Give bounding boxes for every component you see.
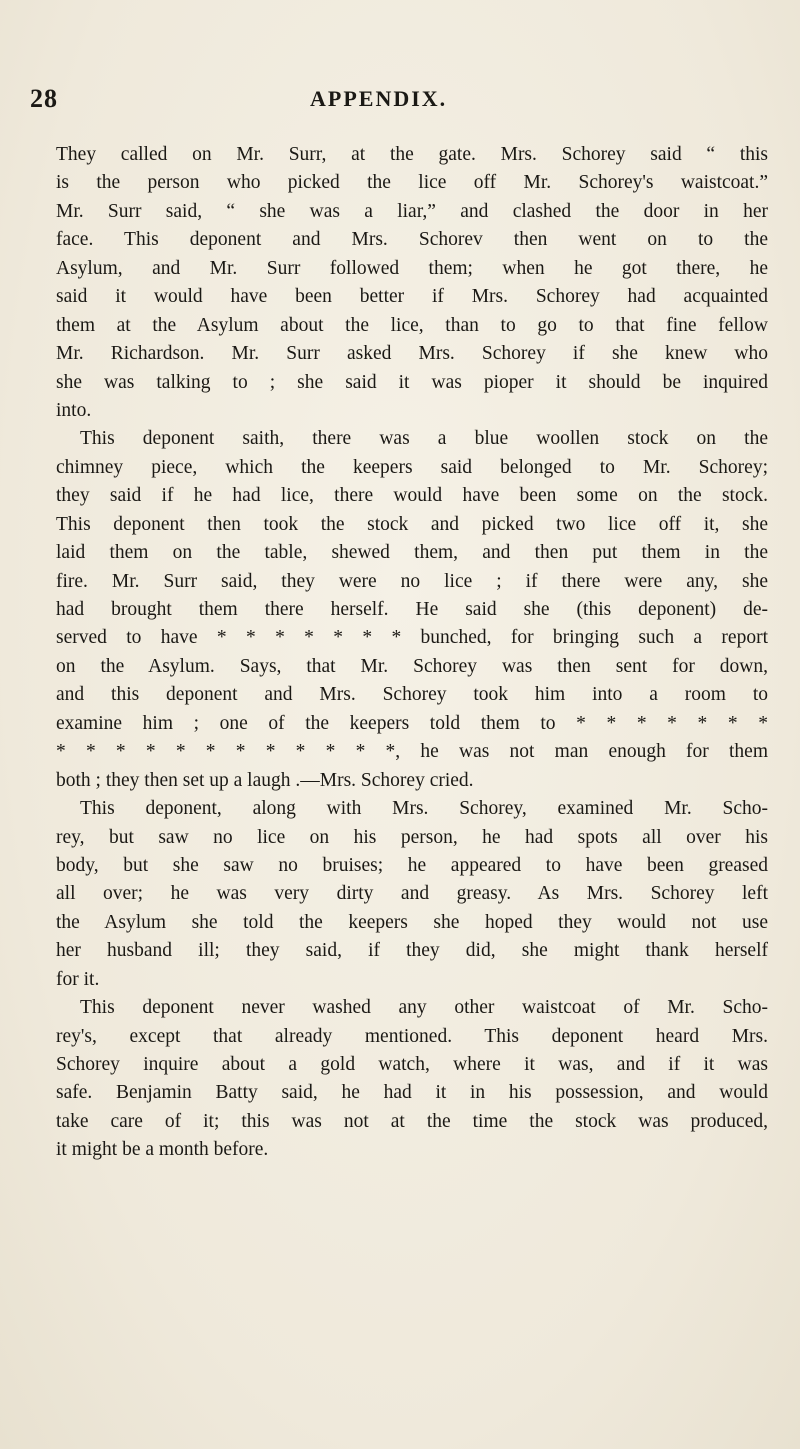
text-line: This deponent never washed any other waistcoat of Mr. Scho-: [80, 997, 768, 1019]
page-header: [30, 84, 650, 114]
text-line: laid them on the table, shewed them, and then put them in the: [56, 542, 768, 564]
text-line: rey, but saw no lice on his person, he had spots all over his: [56, 826, 768, 848]
text-line: on the Asylum. Says, that Mr. Schorey was then sent for down,: [56, 655, 768, 677]
text-line: This deponent then took the stock and picked two lice off it, she: [56, 513, 768, 535]
text-line: rey's, except that already mentioned. This deponent heard Mrs.: [56, 1025, 768, 1047]
text-line: * * * * * * * * * * * *, he was not man enough for them: [56, 741, 768, 763]
text-line: body, but she saw no bruises; he appeared to have been greased: [56, 854, 768, 876]
text-line: This deponent, along with Mrs. Schorey, examined Mr. Scho-: [80, 798, 768, 820]
text-line: them at the Asylum about the lice, than to go to that fine fellow: [56, 314, 768, 336]
text-line: Mr. Richardson. Mr. Surr asked Mrs. Schorey if she knew who: [56, 343, 768, 365]
text-line: served to have * * * * * * * bunched, for bringing such a report: [56, 627, 768, 649]
text-line: chimney piece, which the keepers said belonged to Mr. Schorey;: [56, 456, 768, 478]
text-line: the Asylum she told the keepers she hoped they would not use: [56, 911, 768, 933]
text-line: face. This deponent and Mrs. Schorev then went on to the: [56, 229, 768, 251]
running-head: APPENDIX.: [310, 86, 448, 111]
text-line: Mr. Surr said, “ she was a liar,” and clashed the door in her: [56, 200, 768, 222]
text-line: They called on Mr. Surr, at the gate. Mrs. Schorey said “ this: [56, 144, 768, 165]
text-line: Asylum, and Mr. Surr followed them; when he got there, he: [56, 257, 768, 279]
text-line: examine him ; one of the keepers told them to * * * * * * *: [56, 712, 768, 734]
text-line: safe. Benjamin Batty said, he had it in his possession, and would: [56, 1082, 768, 1104]
text-line: take care of it; this was not at the time the stock was produced,: [56, 1110, 768, 1132]
text-line: they said if he had lice, there would have been some on the stock.: [56, 485, 768, 507]
text-line: is the person who picked the lice off Mr. Schorey's waistcoat.”: [56, 172, 768, 194]
text-line: she was talking to ; she said it was pioper it should be inquired: [56, 371, 768, 393]
text-line: it might be a month before.: [56, 1139, 269, 1161]
body-text: [56, 141, 768, 1165]
text-line: into.: [56, 399, 92, 421]
text-line: for it.: [56, 968, 100, 990]
text-line: and this deponent and Mrs. Schorey took him into a room to: [56, 684, 768, 706]
text-line: had brought them there herself. He said she (this deponent) de-: [56, 599, 768, 620]
text-line: all over; he was very dirty and greasy. As Mrs. Schorey left: [56, 883, 768, 905]
text-line: both ; they then set up a laugh .—Mrs. Schorey cried.: [56, 769, 474, 791]
text-line: fire. Mr. Surr said, they were no lice ; if there were any, she: [56, 570, 768, 592]
text-line: her husband ill; they said, if they did, she might thank herself: [56, 940, 768, 962]
text-line: This deponent saith, there was a blue woollen stock on the: [80, 428, 768, 450]
page-number: 28: [30, 84, 58, 113]
text-line: said it would have been better if Mrs. Schorey had acquainted: [56, 286, 768, 308]
text-line: Schorey inquire about a gold watch, where it was, and if it was: [56, 1054, 768, 1075]
